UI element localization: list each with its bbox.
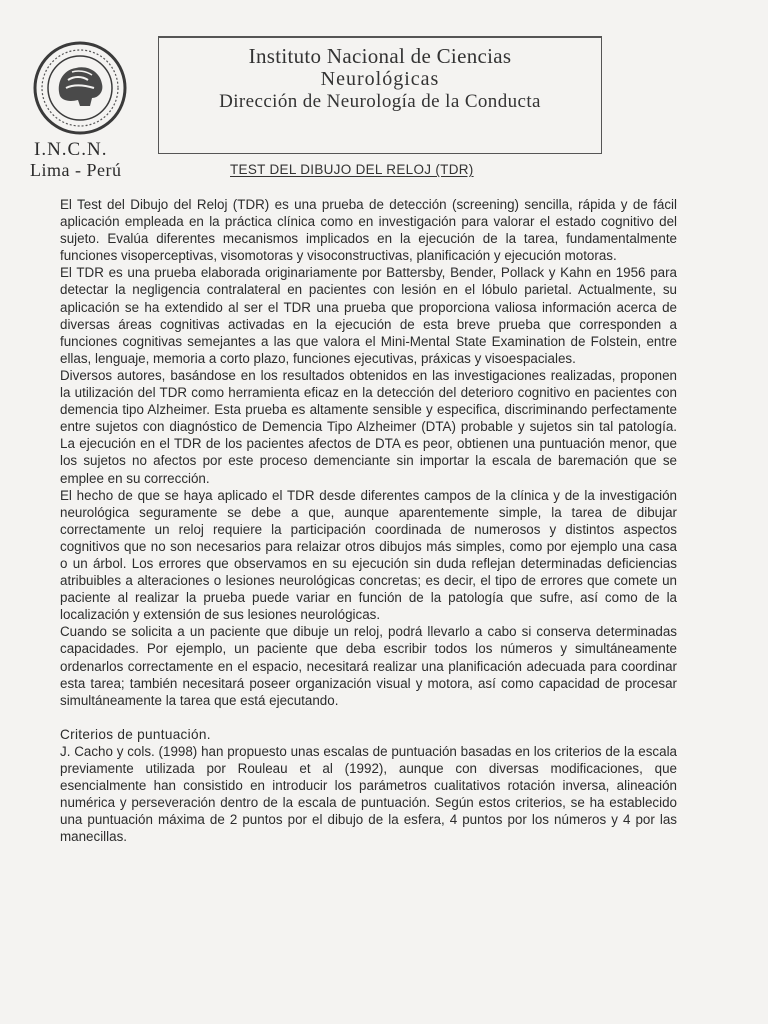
section-heading: Criterios de puntuación.	[60, 726, 211, 742]
section-paragraph: J. Cacho y cols. (1998) han propuesto unas escalas de puntuación basadas en los criterios de la escala previamente utilizada por Rouleau et al (1992), aunque con diversas modificaciones, que esencialmente han consistido en introducir los parámetros cualitativos rotación inversa, alineación numérica y perseveración dentro de la escala de puntuación. Según estos criterios, se ha establecido una puntuación máxima de 2 puntos por el dibujo de la esfera, 4 puntos por los números y 4 por las manecillas.	[60, 743, 677, 845]
document-body	[60, 196, 677, 845]
letterhead-box	[158, 36, 602, 154]
section-spacer	[60, 709, 677, 726]
institute-name-line1: Instituto Nacional de Ciencias	[248, 44, 512, 68]
department-name: Dirección de Neurología de la Conducta	[219, 91, 541, 112]
institute-acronym-block	[30, 139, 154, 180]
body-paragraph-4: El hecho de que se haya aplicado el TDR desde diferentes campos de la clínica y de la investigación neurológica seguramente se debe a que, aunque aparentemente simple, la tarea de dibujar correctamente un reloj requiere la participación coordinada de numerosos y distintos aspectos cognitivos que no son necesarios para relaizar otros dibujos más simples, como por ejemplo una casa o un árbol. Los errores que observamos en su ejecución sin duda reflejan determinadas deficiencias atribuibles a alteraciones o lesiones neurológicas concretas; es decir, el tipo de errores que comete un paciente al realizar la prueba puede variar en función de la patología que sufre, así como de la localización y extensión de sus lesiones neurológicas.	[60, 487, 677, 623]
institute-name-line2: Neurológicas	[320, 68, 440, 90]
institute-acronym: I.N.C.N.	[34, 139, 108, 160]
body-paragraph-2: El TDR es una prueba elaborada originariamente por Battersby, Bender, Pollack y Kahn en 1956 para detectar la negligencia contralateral en pacientes con lesión en el lóbulo parietal. Actualmente, su aplicación se ha extendido al ser el TDR una prueba que proporciona valiosa información acerca de diversas áreas cognitivas activadas en la ejecución de esta breve prueba que corresponden a funciones cognitivas semejantes a las que valora el Mini-Mental State Examination de Folstein, entre ellas, lenguaje, memoria a corto plazo, funciones ejecutivas, práxicas y visoespaciales.	[60, 265, 677, 366]
body-paragraph-5: Cuando se solicita a un paciente que dibuje un reloj, podrá llevarlo a cabo si conserva determinadas capacidades. Por ejemplo, un paciente que deba escribir todos los números y simultáneamente ordenarlos correctamente en el espacio, necesitará realizar una planificación adecuada para coordinar esta tarea; también necesitará poseer organización visual y motora, así como capacidad de procesar simultáneamente la tarea que está ejecutando.	[60, 624, 677, 708]
document-title: TEST DEL DIBUJO DEL RELOJ (TDR)	[230, 162, 474, 177]
body-paragraph-3: Diversos autores, basándose en los resultados obtenidos en las investigaciones realizadas, proponen la utilización del TDR como herramienta eficaz en la detección del deterioro cognitivo en pacientes con demencia tipo Alzheimer. Esta prueba es altamente sensible y especifica, discriminando perfectamente entre sujetos con diagnóstico de Demencia Tipo Alzheimer (DTA) probable y sujetos sin tal patología. La ejecución en el TDR de los pacientes afectos de DTA es peor, obtienen una puntuación menor, que los sujetos no afectos por este proceso demenciante sin importar la escala de baremación que se emplee en su corrección.	[60, 367, 677, 486]
institute-city: Lima - Perú	[30, 160, 122, 180]
body-paragraph-1: El Test del Dibujo del Reloj (TDR) es una prueba de detección (screening) sencilla, rápida y de fácil aplicación empleada en la práctica clínica como en investigación para valorar el estado cognitivo del sujeto. Evalúa diferentes mecanismos implicados en la ejecución de la tarea, fundamentalmente funciones visoperceptivas, visomotoras y visoconstructivas, planificación y ejecución motoras.	[60, 197, 677, 264]
institute-seal-icon	[32, 40, 128, 136]
